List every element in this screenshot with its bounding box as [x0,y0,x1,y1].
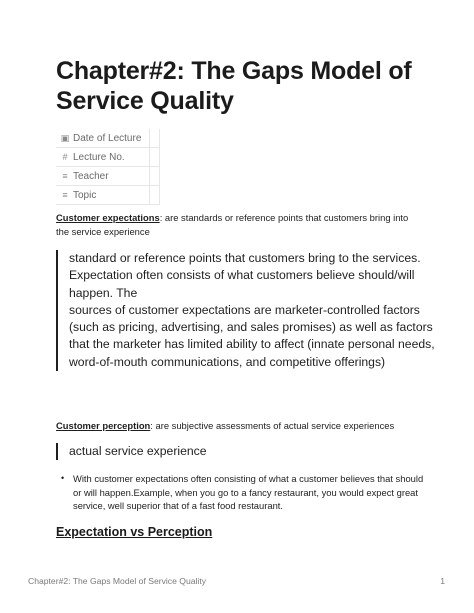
perception-quote [56,443,439,460]
property-row-teacher [56,167,160,186]
page-number: 1 [440,576,445,586]
quote-line: Expectation often consists of what customers believe should/will happen. The [69,268,415,300]
section-heading: Expectation vs Perception [56,525,213,539]
properties-table [56,129,160,205]
property-row-date [56,129,160,148]
customer-perception-term: Customer perception [56,420,151,431]
property-label: Topic [73,189,97,201]
quote-line: actual service experience [69,444,207,458]
quote-line: standard or reference points that customers bring to the services. [69,251,421,265]
property-row-lecture-no [56,148,160,167]
bullet-marker: • [61,473,65,483]
customer-expectations-term: Customer expectations [56,212,160,223]
quote-line: sources of customer expectations are marketer-controlled factors (such as pricing, advertising, and sales promises) as well as factors that the marketer has limited ability to affect (innate personal needs, word-of-mouth communications, and competitive offerings) [69,302,435,369]
bullet-text: With customer expectations often consisting of what a customer believes that should or will happen.Example, when you go to a fancy restaurant, you would expect great service, well superior that of a fast food restaurant. [73,473,424,512]
property-value[interactable] [150,186,160,205]
property-value[interactable] [150,148,160,167]
property-label: Date of Lecture [73,132,142,144]
property-value[interactable] [150,167,160,186]
customer-expectations-definition: : are standards or reference points that customers bring into the service experience [56,212,409,237]
property-label: Lecture No. [73,151,125,163]
calendar-icon: ▣ [60,132,70,143]
expectations-quote [56,250,439,371]
hash-icon: # [62,151,68,162]
property-label: Teacher [73,170,109,182]
customer-perception-paragraph [56,419,421,433]
property-row-topic [56,186,160,205]
customer-expectations-paragraph [56,211,421,238]
text-lines-icon: ≡ [62,189,68,200]
page-title: Chapter#2: The Gaps Model of Service Quality [56,57,412,115]
customer-perception-definition: : are subjective assessments of actual service experiences [150,420,395,431]
text-lines-icon: ≡ [62,170,68,181]
property-value[interactable] [150,129,160,148]
footer-title: Chapter#2: The Gaps Model of Service Quality [28,576,207,586]
